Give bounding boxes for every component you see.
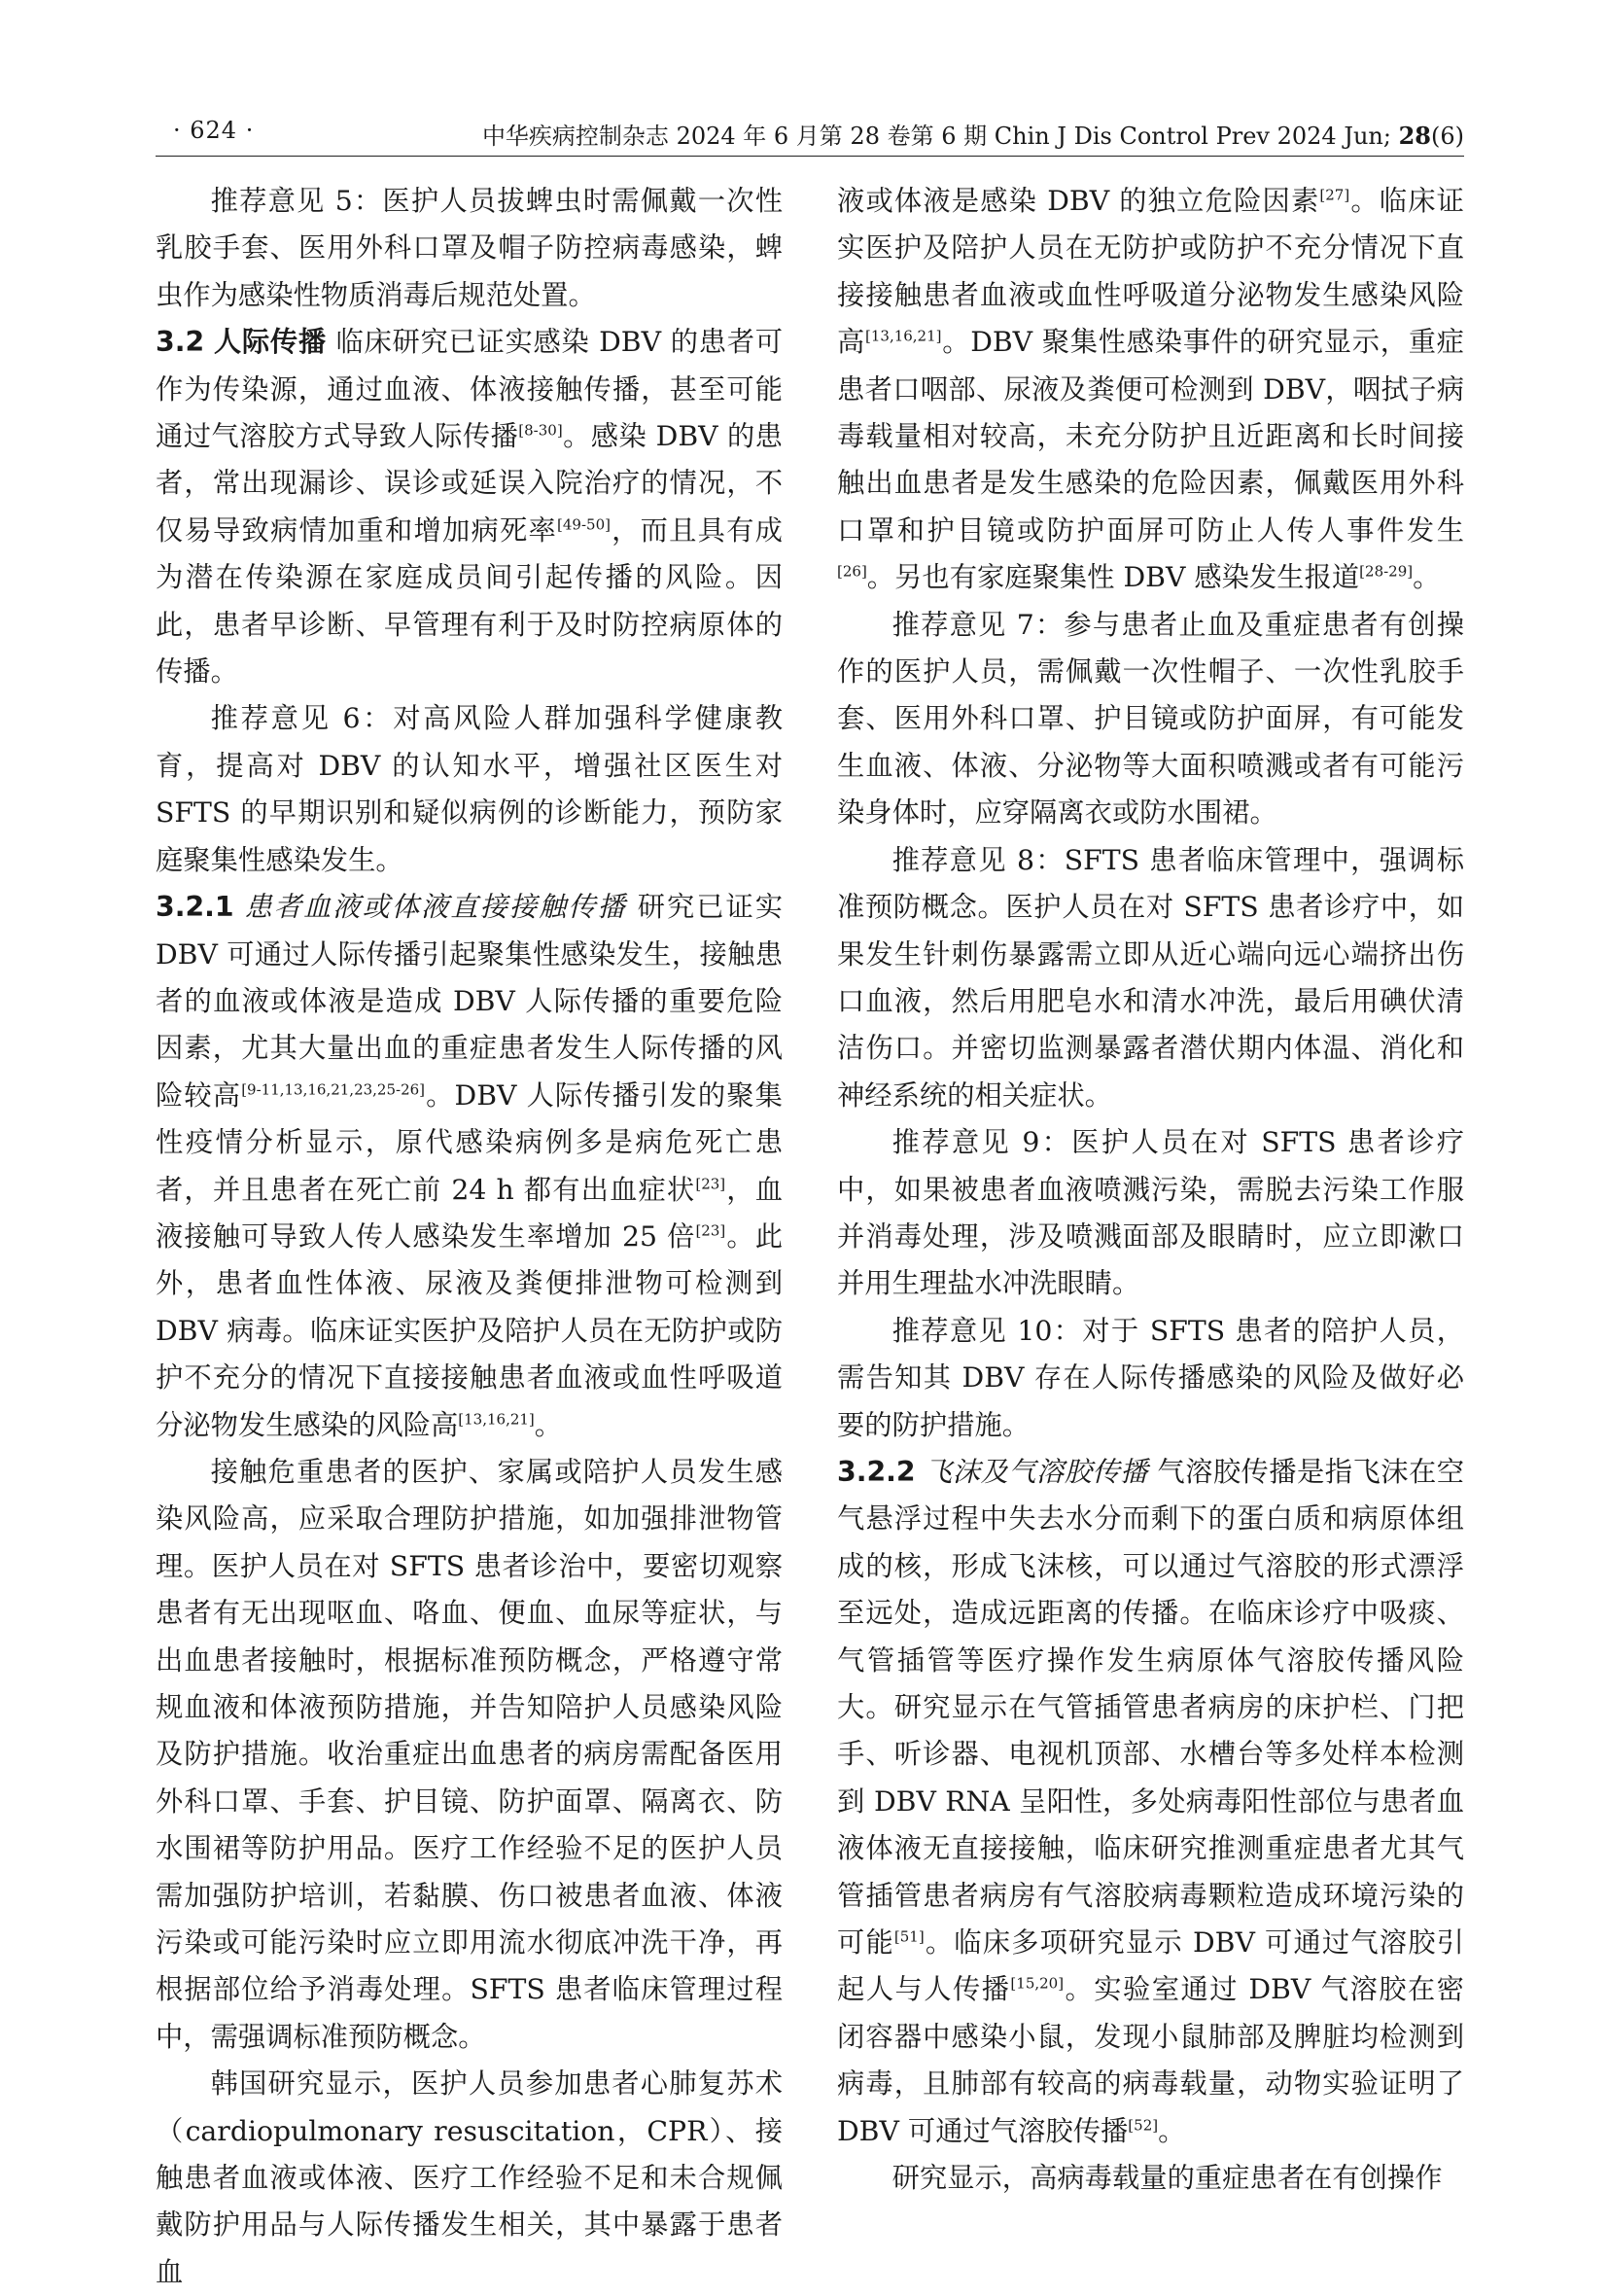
subsection-number: 3.2.1 [156, 891, 234, 924]
citation: [9-11,13,16,21,23,25-26] [241, 1080, 426, 1099]
citation: [13,16,21] [865, 327, 942, 345]
citation: [28-29] [1359, 562, 1414, 581]
section-3-2-1: 3.2.1 患者血液或体液直接接触传播 研究已证实 DBV 可通过人际传播引起聚集性感染发生，接触患者的血液或体液是造成 DBV 人际传播的重要危险因素，尤其大量出血的重症患者发生人际传播的风险较高[9-11,13,16,21,23,25-26]。DBV 人际传播引发的聚集性疫情分析显示，原代感染病例多是病危死亡患者，并且患者在死亡前 24 h 都有出血症状[23]，血液接触可导致人传人感染发生率增加 25 倍[23]。此外，患者血性体液、尿液及粪便排泄物可检测到 DBV 病毒。临床证实医护及陪护人员在无防护或防护不充分的情况下直接接触患者血液或血性呼吸道分泌物发生感染的风险高[13,16,21]。 [156, 891, 783, 1441]
recommendation-5: 推荐意见 5：医护人员拔蜱虫时需佩戴一次性乳胶手套、医用外科口罩及帽子防控病毒感染，蜱虫作为感染性物质消毒后规范处置。 [156, 185, 783, 311]
citation: [51] [893, 1927, 925, 1946]
citation: [15,20] [1010, 1975, 1065, 1994]
paragraph-last: 研究显示，高病毒载量的重症患者在有创操作 [891, 2162, 1443, 2195]
subsection-title: 飞沫及气溶胶传播 [925, 1455, 1148, 1488]
recommendation-10: 推荐意见 10：对于 SFTS 患者的陪护人员，需告知其 DBV 存在人际传播感染的风险及做好必要的防护措施。 [837, 1314, 1464, 1441]
recommendation-6: 推荐意见 6：对高风险人群加强科学健康教育，提高对 DBV 的认知水平，增强社区医生对 SFTS 的早期识别和疑似病例的诊断能力，预防家庭聚集性感染发生。 [156, 702, 783, 876]
citation: [26] [837, 562, 867, 581]
citation: [27] [1319, 186, 1350, 204]
citation: [49-50] [557, 515, 611, 534]
right-column [837, 178, 1464, 2202]
citation: [23] [695, 1175, 726, 1193]
recommendation-8: 推荐意见 8：SFTS 患者临床管理中，强调标准预防概念。医护人员在对 SFTS 患者诊疗中，如果发生针刺伤暴露需立即从近心端向远心端挤出伤口血液，然后用肥皂水和清水冲洗，最后用碘伏清洁伤口。并密切监测暴露者潜伏期内体温、消化和神经系统的相关症状。 [837, 843, 1464, 1112]
subsection-number: 3.2.2 [837, 1455, 916, 1488]
section-number: 3.2 [156, 326, 205, 359]
citation: [8-30] [518, 421, 563, 440]
citation: [23] [695, 1221, 726, 1240]
journal-title-en: Chin J Dis Control Prev [994, 123, 1270, 150]
section-3-2-2: 3.2.2 飞沫及气溶胶传播 气溶胶传播是指飞沫在空气悬浮过程中失去水分而剩下的蛋白质和病原体组成的核，形成飞沫核，可以通过气溶胶的形式漂浮至远处，造成远距离的传播。在临床诊疗中吸痰、气管插管等医疗操作发生病原体气溶胶传播风险大。研究显示在气管插管患者病房的床护栏、门把手、听诊器、电视机顶部、水槽台等多处样本检测到 DBV RNA 呈阳性，多处病毒阳性部位与患者血液体液无直接接触，临床研究推测重症患者尤其气管插管患者病房有气溶胶病毒颗粒造成环境污染的可能[51]。临床多项研究显示 DBV 可通过气溶胶引起人与人传播[15,20]。实验室通过 DBV 气溶胶在密闭容器中感染小鼠，发现小鼠肺部及脾脏均检测到病毒，且肺部有较高的病毒载量，动物实验证明了 DBV 可通过气溶胶传播[52]。 [837, 1455, 1464, 2147]
citation: [52] [1128, 2116, 1159, 2135]
left-column [156, 178, 783, 2296]
journal-citation [482, 117, 1464, 151]
page-number: · 624 · [173, 117, 255, 144]
recommendation-9: 推荐意见 9：医护人员在对 SFTS 患者诊疗中，如果被患者血液喷溅污染，需脱去污染工作服并消毒处理，涉及喷溅面部及眼睛时，应立即漱口并用生理盐水冲洗眼睛。 [837, 1126, 1464, 1300]
recommendation-7: 推荐意见 7：参与患者止血及重症患者有创操作的医护人员，需佩戴一次性帽子、一次性乳胶手套、医用外科口罩、护目镜或防护面屏，有可能发生血液、体液、分泌物等大面积喷溅或者有可能污染身体时，应穿隔离衣或防水围裙。 [837, 608, 1464, 830]
section-3-2: 3.2 人际传播 临床研究已证实感染 DBV 的患者可作为传染源，通过血液、体液接触传播，甚至可能通过气溶胶方式导致人际传播[8-30]。感染 DBV 的患者，常出现漏诊、误诊或延误入院治疗的情况，不仅易导致病情加重和增加病死率[49-50]，而且具有成为潜在传染源在家庭成员间引起传播的风险。因此，患者早诊断、早管理有利于及时防控病原体的传播。 [156, 326, 783, 689]
paragraph-continued: 液或体液是感染 DBV 的独立危险因素[27]。临床证实医护及陪护人员在无防护或防护不充分情况下直接接触患者血液或血性呼吸道分泌物发生感染风险高[13,16,21]。DBV 聚集性感染事件的研究显示，重症患者口咽部、尿液及粪便可检测到 DBV，咽拭子病毒载量相对较高，未充分防护且近距离和长时间接触出血患者是发生感染的危险因素，佩戴医用外科口罩和护目镜或防护面屏可防止人传人事件发生[26]。另也有家庭聚集性 DBV 感染发生报道[28-29]。 [837, 185, 1464, 594]
paragraph-korea-study: 韩国研究显示，医护人员参加患者心肺复苏术（cardiopulmonary resuscitation，CPR）、接触患者血液或体液、医疗工作经验不足和未合规佩戴防护用品与人际传播发生相关，其中暴露于患者血 [156, 2067, 783, 2288]
issue-date: 2024 Jun; [1276, 123, 1391, 150]
citation: [13,16,21] [458, 1410, 535, 1429]
issue-number: (6) [1431, 123, 1464, 150]
section-title: 人际传播 [213, 326, 327, 359]
volume-number: 28 [1398, 122, 1431, 150]
journal-title-cn: 中华疾病控制杂志 2024 年 6 月第 28 卷第 6 期 [481, 123, 988, 150]
paragraph-contact-protection: 接触危重患者的医护、家属或陪护人员发生感染风险高，应采取合理防护措施，如加强排泄物管理。医护人员在对 SFTS 患者诊治中，要密切观察患者有无出现呕血、咯血、便血、血尿等症状，与出血患者接触时，根据标准预防概念，严格遵守常规血液和体液预防措施，并告知陪护人员感染风险及防护措施。收治重症出血患者的病房需配备医用外科口罩、手套、护目镜、防护面罩、隔离衣、防水围裙等防护用品。医疗工作经验不足的医护人员需加强防护培训，若黏膜、伤口被患者血液、体液污染或可能污染时应立即用流水彻底冲洗干净，再根据部位给予消毒处理。SFTS 患者临床管理过程中，需强调标准预防概念。 [156, 1455, 783, 2053]
subsection-title: 患者血液或体液直接接触传播 [244, 891, 627, 924]
running-header [156, 113, 1464, 157]
